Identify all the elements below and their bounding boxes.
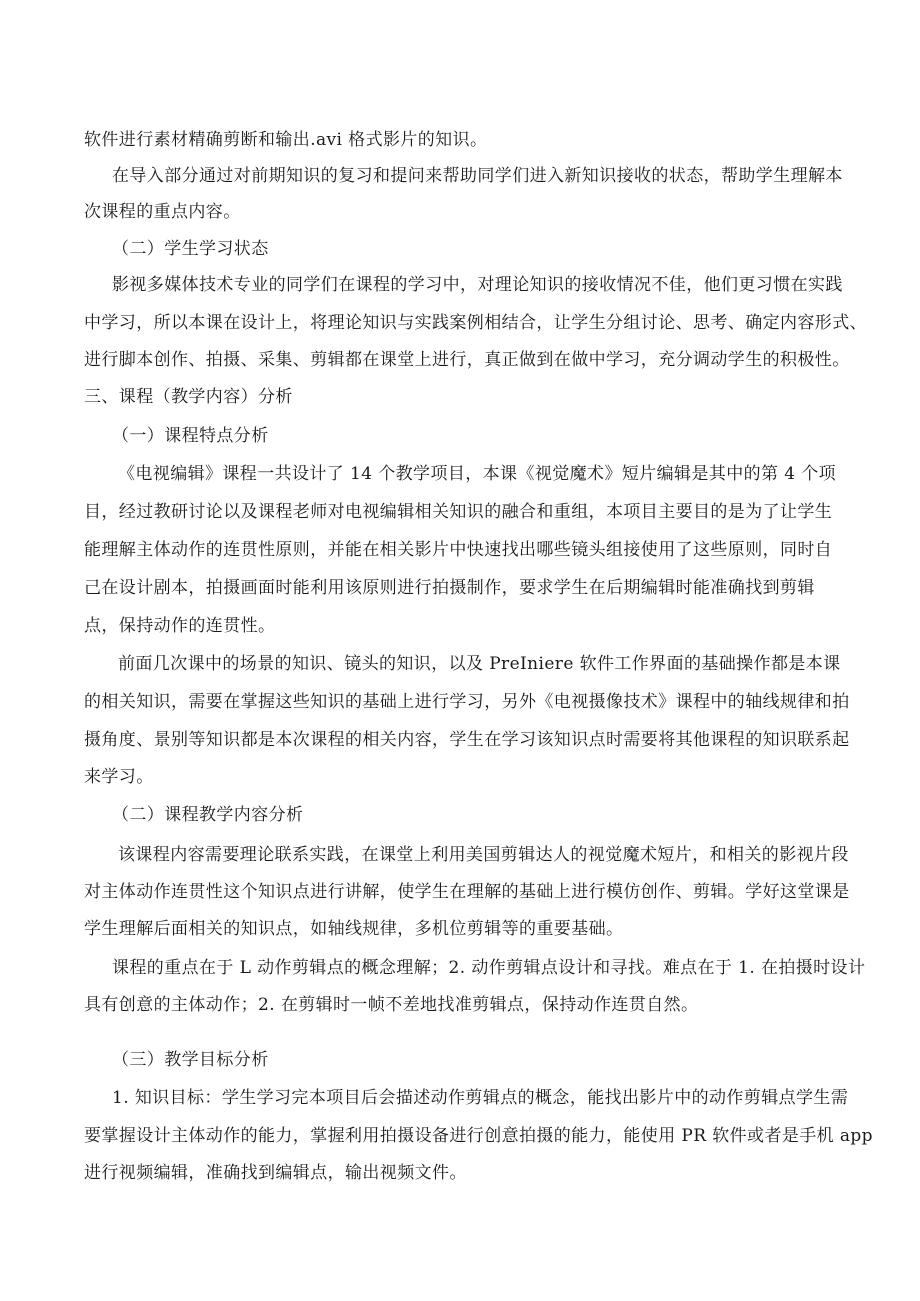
text-line: 前面几次课中的场景的知识、镜头的知识，以及 PreIniere 软件工作界面的基础操作都是本课: [118, 654, 841, 674]
text-line: 1. 知识目标：学生学习完本项目后会描述动作剪辑点的概念，能找出影片中的动作剪辑点学生需: [112, 1088, 849, 1108]
text-line: 在导入部分通过对前期知识的复习和提问来帮助同学们进入新知识接收的状态，帮助学生理解本: [112, 166, 843, 186]
text-line: 来学习。: [84, 767, 154, 787]
text-line: 影视多媒体技术专业的同学们在课程的学习中，对理论知识的接收情况不佳，他们更习惯在实践: [112, 275, 843, 295]
text-line: 软件进行素材精确剪断和输出.avi 格式影片的知识。: [84, 130, 488, 150]
text-line: 的相关知识，需要在掌握这些知识的基础上进行学习，另外《电视摄像技术》课程中的轴线规律和拍: [84, 692, 850, 712]
section-heading: （二）课程教学内容分析: [112, 805, 304, 825]
text-line: 次课程的重点内容。: [84, 202, 241, 222]
text-line: 摄角度、景别等知识都是本次课程的相关内容，学生在学习该知识点时需要将其他课程的知识联系起: [84, 730, 850, 750]
section-heading: （二）学生学习状态: [112, 239, 269, 259]
chapter-heading: 三、课程（教学内容）分析: [84, 387, 293, 407]
text-line: 要掌握设计主体动作的能力，掌握利用拍摄设备进行创意拍摄的能力，能使用 PR 软件或者是手机 app: [84, 1126, 873, 1146]
text-line: 该课程内容需要理论联系实践，在课堂上利用美国剪辑达人的视觉魔术短片，和相关的影视片段: [118, 845, 849, 865]
text-line: 中学习，所以本课在设计上，将理论知识与实践案例相结合，让学生分组讨论、思考、确定内容形式、: [84, 313, 867, 333]
section-heading: （一）课程特点分析: [112, 426, 269, 446]
text-line: 课程的重点在于 L 动作剪辑点的概念理解；2. 动作剪辑点设计和寻找。难点在于 1. 在拍摄时设计: [112, 958, 866, 978]
text-line: 能理解主体动作的连贯性原则，并能在相关影片中快速找出哪些镜头组接使用了这些原则，同时自: [84, 540, 833, 560]
text-line: 进行脚本创作、拍摄、采集、剪辑都在课堂上进行，真正做到在做中学习，充分调动学生的积极性。: [84, 350, 850, 370]
text-line: 学生理解后面相关的知识点，如轴线规律，多机位剪辑等的重要基础。: [84, 919, 624, 939]
text-line: 《电视编辑》课程一共设计了 14 个教学项目，本课《视觉魔术》短片编辑是其中的第 4 个项: [118, 464, 837, 484]
text-line: 目，经过教研讨论以及课程老师对电视编辑相关知识的融合和重组，本项目主要目的是为了让学生: [84, 502, 833, 522]
text-line: 己在设计剧本，拍摄画面时能利用该原则进行拍摄制作，要求学生在后期编辑时能准确找到剪辑: [84, 578, 815, 598]
text-line: 点，保持动作的连贯性。: [84, 616, 276, 636]
text-line: 对主体动作连贯性这个知识点进行讲解，使学生在理解的基础上进行模仿创作、剪辑。学好这堂课是: [84, 882, 850, 902]
section-heading: （三）教学目标分析: [112, 1050, 269, 1070]
text-line: 具有创意的主体动作；2. 在剪辑时一帧不差地找准剪辑点，保持动作连贯自然。: [84, 995, 699, 1015]
text-line: 进行视频编辑，准确找到编辑点，输出视频文件。: [84, 1163, 467, 1183]
